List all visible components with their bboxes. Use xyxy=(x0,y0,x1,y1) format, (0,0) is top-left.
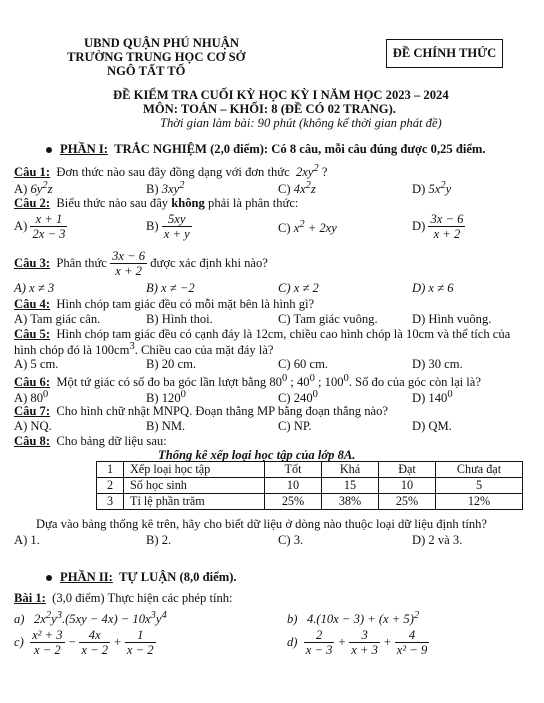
table-cell: 2 xyxy=(97,478,124,494)
q5-option-d[interactable]: D) 30 cm. xyxy=(412,357,463,371)
question-6: Câu 6: Một tứ giác có số đo ba góc lần lượt bằng $80^0$ ; $40^0$ ; $100^0$. Số đo của góc còn lại là? xyxy=(14,373,481,390)
table-cell: Khá xyxy=(322,462,379,478)
q7-option-d[interactable]: D) QM. xyxy=(412,419,452,433)
table-row xyxy=(97,462,523,478)
school-name-line1: TRƯỜNG TRUNG HỌC CƠ SỞ xyxy=(67,50,246,64)
exercise-1: Bài 1: (3,0 điểm) Thực hiện các phép tính: xyxy=(14,591,233,605)
part1-heading xyxy=(46,142,486,157)
q3-option-c[interactable]: C) x ≠ 2 xyxy=(278,281,319,295)
exercise-1d: d) $\frac{2}{x - 3}$ + $\frac{3}{x + 3}$ + $\frac{4}{\text{x² − 9}}$ xyxy=(287,628,428,657)
question-end: ? xyxy=(321,165,328,180)
school-name-line2: NGÔ TẤT TỐ xyxy=(107,64,186,78)
q1-option-b[interactable]: B) $3xy^2$ xyxy=(146,180,185,197)
q2-option-c[interactable]: C) $x^2 + 2xy$ xyxy=(278,219,337,236)
table-cell: 15 xyxy=(322,478,379,494)
q2-option-a[interactable]: A) $\frac{x + 1}{2x - 3}$ xyxy=(14,212,66,241)
district-name: UBND QUẬN PHÚ NHUẬN xyxy=(84,36,239,50)
q7-option-a[interactable]: A) NQ. xyxy=(14,419,52,433)
q6-option-b[interactable]: B) $120^0$ xyxy=(146,389,186,406)
q8-option-b[interactable]: B) 2. xyxy=(146,533,172,547)
bullet-icon xyxy=(46,575,52,581)
question-8: Câu 8: Cho bảng dữ liệu sau: xyxy=(14,434,167,448)
table-cell: Tốt xyxy=(265,462,322,478)
q8-option-d[interactable]: D) 2 và 3. xyxy=(412,533,463,547)
exam-title: ĐỀ KIỂM TRA CUỐI KỲ HỌC KỲ I NĂM HỌC 2023 – 2024 xyxy=(113,88,449,102)
q1-option-c[interactable]: C) $4x^2z$ xyxy=(278,180,316,197)
q3-option-d[interactable]: D) x ≠ 6 xyxy=(412,281,454,295)
q8-question: Dựa vào bảng thống kê trên, hãy cho biết dữ liệu ở dòng nào thuộc loại dữ liệu định tính? xyxy=(36,517,488,531)
q5-option-b[interactable]: B) 20 cm. xyxy=(146,357,197,371)
question-7: Câu 7: Cho hình chữ nhật MNPQ. Đoạn thẳng MP bằng đoạn thẳng nào? xyxy=(14,404,388,418)
exercise-1a: a) $2x^2y^3.(5xy - 4x) - 10x^3y^4$ xyxy=(14,610,167,627)
table-cell: Chưa đạt xyxy=(436,462,523,478)
table-title: Thống kê xếp loại học tập của lớp 8A. xyxy=(158,448,356,462)
q8-option-a[interactable]: A) 1. xyxy=(14,533,40,547)
q4-option-b[interactable]: B) Hình thoi. xyxy=(146,312,213,326)
table-cell: 10 xyxy=(265,478,322,494)
q3-option-a[interactable]: A) x ≠ 3 xyxy=(14,281,55,295)
exercise-1c: c) $\frac{\text{x² + 3}}{x - 2}$ − $\frac{4x}{x - 2}$ + $\frac{1}{x - 2}$ xyxy=(14,628,154,657)
q6-option-c[interactable]: C) $240^0$ xyxy=(278,389,318,406)
exercise-1b: b) $4.(10x - 3) + (x + 5)^2$ xyxy=(287,610,420,627)
table-cell: Tỉ lệ phần trăm xyxy=(124,494,265,510)
q6-option-a[interactable]: A) $80^0$ xyxy=(14,389,49,406)
question-label: Câu 1: xyxy=(14,165,51,180)
question-text: Đơn thức nào sau đây đồng dạng với đơn thức xyxy=(56,165,290,180)
question-5: Câu 5: Hình chóp tam giác đều có cạnh đáy là 12cm, chiều cao hình chóp là 10cm và thể tích của xyxy=(14,327,511,341)
q6-option-d[interactable]: D) $140^0$ xyxy=(412,389,453,406)
q8-option-c[interactable]: C) 3. xyxy=(278,533,304,547)
q1-option-a[interactable]: A) $6y^2z$ xyxy=(14,180,53,197)
q7-option-b[interactable]: B) NM. xyxy=(146,419,186,433)
q2-option-b[interactable]: B) $\frac{5xy}{x + y}$ xyxy=(146,212,190,241)
table-cell: 12% xyxy=(436,494,523,510)
table-cell: 3 xyxy=(97,494,124,510)
bullet-icon xyxy=(46,147,52,153)
part1-subtitle: TRẮC NGHIỆM (2,0 điểm): Có 8 câu, mỗi câu đúng được 0,25 điểm. xyxy=(114,142,486,156)
q4-option-d[interactable]: D) Hình vuông. xyxy=(412,312,492,326)
q4-option-a[interactable]: A) Tam giác cân. xyxy=(14,312,101,326)
table-row xyxy=(97,478,523,494)
table-cell: Số học sinh xyxy=(124,478,265,494)
subject-line: MÔN: TOÁN – KHỐI: 8 (ĐỀ CÓ 02 TRANG). xyxy=(143,102,396,116)
q5-option-a[interactable]: A) 5 cm. xyxy=(14,357,59,371)
part2-subtitle: TỰ LUẬN (8,0 điểm). xyxy=(119,570,237,584)
question-1 xyxy=(14,163,327,180)
part2-heading xyxy=(46,570,237,585)
table-cell: Xếp loại học tập xyxy=(124,462,265,478)
stats-table xyxy=(96,461,523,510)
q1-option-d[interactable]: D) $5x^2y$ xyxy=(412,180,452,197)
table-cell: 1 xyxy=(97,462,124,478)
q5-option-c[interactable]: C) 60 cm. xyxy=(278,357,329,371)
q3-option-b[interactable]: B) x ≠ −2 xyxy=(146,281,195,295)
question-4: Câu 4: Hình chóp tam giác đều có mỗi mặt bên là hình gì? xyxy=(14,297,315,311)
part2-title: PHẦN II: xyxy=(60,570,113,584)
table-cell: Đạt xyxy=(379,462,436,478)
question-3: Câu 3: Phân thức $\frac{3x - 6}{x + 2}$ được xác định khi nào? xyxy=(14,249,268,278)
exponent: 2 xyxy=(313,163,319,174)
table-cell: 25% xyxy=(265,494,322,510)
time-line: Thời gian làm bài: 90 phút (không kể thời gian phát đề) xyxy=(160,116,442,130)
q4-option-c[interactable]: C) Tam giác vuông. xyxy=(278,312,378,326)
question-5-line2: hình chóp đó là $100cm^3$. Chiều cao của mặt đáy là? xyxy=(14,341,274,358)
part1-title: PHẦN I: xyxy=(60,142,108,156)
q7-option-c[interactable]: C) NP. xyxy=(278,419,312,433)
table-row xyxy=(97,494,523,510)
table-cell: 5 xyxy=(436,478,523,494)
table-cell: 25% xyxy=(379,494,436,510)
table-cell: 10 xyxy=(379,478,436,494)
table-cell: 38% xyxy=(322,494,379,510)
official-stamp: ĐỀ CHÍNH THỨC xyxy=(386,39,503,68)
question-expr: 2xy xyxy=(295,165,314,180)
q2-option-d[interactable]: D) $\frac{3x - 6}{x + 2}$ xyxy=(412,212,464,241)
question-2: Câu 2: Biểu thức nào sau đây không phải là phân thức: xyxy=(14,196,299,210)
